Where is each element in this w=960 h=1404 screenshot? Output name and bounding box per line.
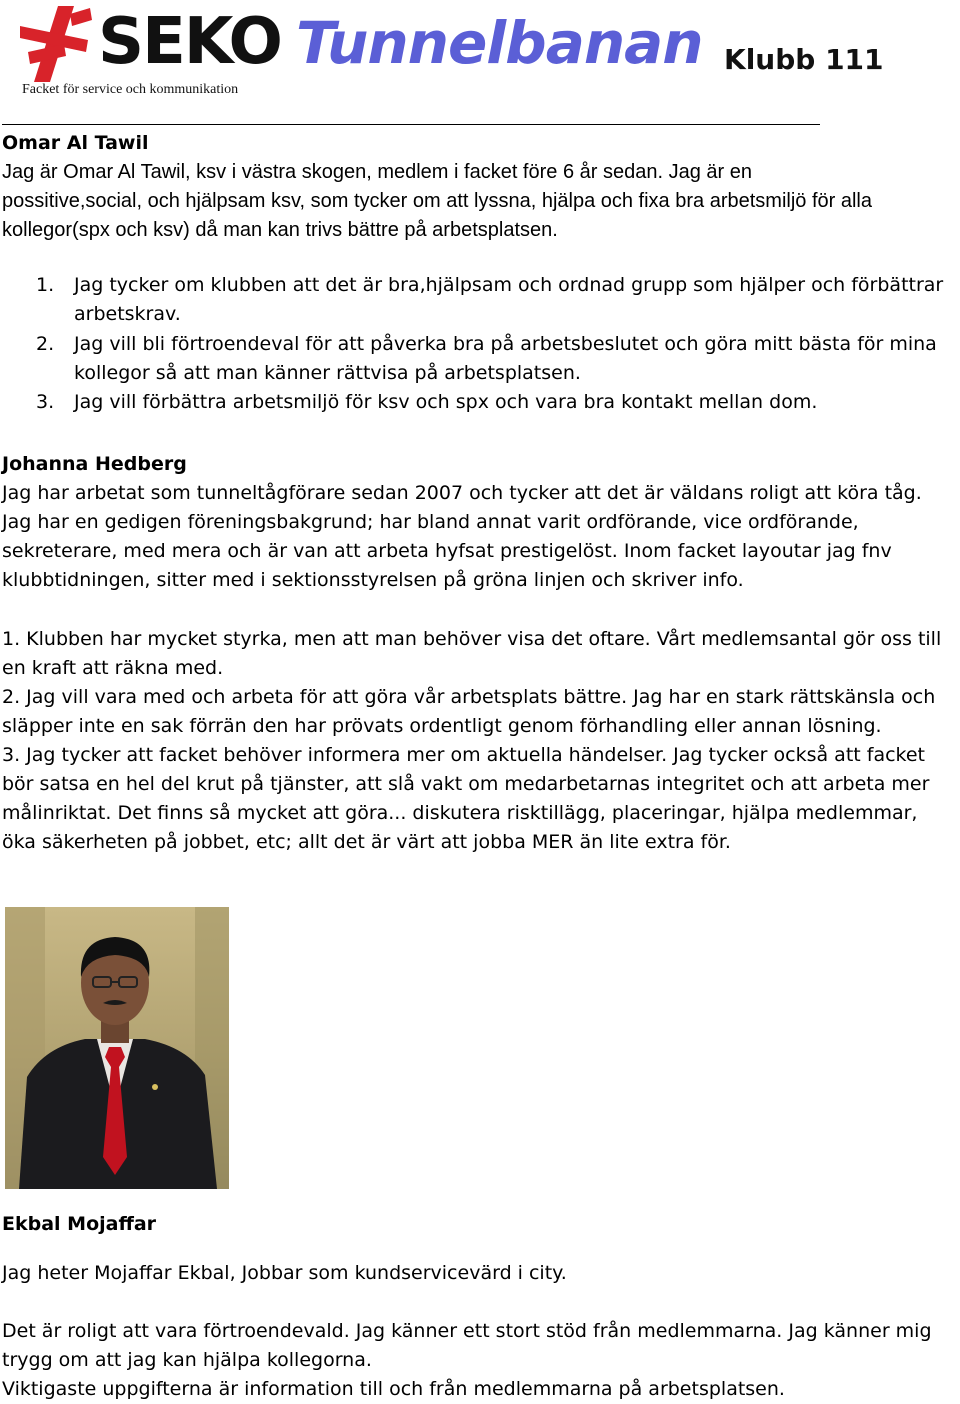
ekbal-intro: Jag heter Mojaffar Ekbal, Jobbar som kundservicevärd i city. xyxy=(2,1262,567,1284)
johanna-answer-line: bör satsa en hel del krut på tjänster, att slå vakt om medarbetarnas integritet och att arbeta mer xyxy=(2,773,930,795)
omar-intro-line: possitive,social, och hjälpsam ksv, som tycker om att lyssna, hjälpa och fixa bra arbetsmiljö för alla xyxy=(2,190,872,212)
johanna-answer-line: målinriktat. Det finns så mycket att göra... diskutera risktillägg, placeringar, hjälpa medlemmar, xyxy=(2,802,918,824)
candidate-name-omar: Omar Al Tawil xyxy=(2,132,149,154)
omar-intro-line: Jag är Omar Al Tawil, ksv i västra skogen, medlem i facket före 6 år sedan. Jag är en xyxy=(2,161,752,183)
candidate-name-ekbal: Ekbal Mojaffar xyxy=(2,1213,157,1235)
logo-word: SEKO xyxy=(98,5,281,79)
johanna-text-line: klubbtidningen, sitter med i sektionsstyrelsen på gröna linjen och skriver info. xyxy=(2,569,744,591)
list-number: 2. xyxy=(36,333,55,355)
johanna-answer-line: en kraft att räkna med. xyxy=(2,657,224,679)
seko-emblem-icon xyxy=(20,4,96,84)
johanna-answer-line: släpper inte en sak förrän den har prövats ordentligt genom förhandling eller annan lösning. xyxy=(2,715,882,737)
ekbal-text-line: trygg om att jag kan hjälpa kollegorna. xyxy=(2,1349,372,1371)
list-text: arbetskrav. xyxy=(74,303,181,325)
johanna-answer-line: 1. Klubben har mycket styrka, men att man behöver visa det oftare. Vårt medlemsantal gör oss till xyxy=(2,628,942,650)
logo-tagline: Facket för service och kommunikation xyxy=(22,82,239,97)
johanna-text-line: Jag har en gedigen föreningsbakgrund; har bland annat varit ordförande, vice ordförande, xyxy=(2,511,859,533)
ekbal-text-line: Viktigaste uppgifterna är information till och från medlemmarna på arbetsplatsen. xyxy=(2,1378,785,1400)
candidate-name-johanna: Johanna Hedberg xyxy=(2,453,187,475)
header-title: Tunnelbanan xyxy=(296,9,703,77)
omar-intro-line: kollegor(spx och ksv) då man kan trivs bättre på arbetsplatsen. xyxy=(2,219,558,241)
johanna-text-line: sekreterare, med mera och är van att arbeta hyfsat prestigelöst. Inom facket layoutar jag fnv xyxy=(2,540,892,562)
header-club: Klubb 111 xyxy=(724,43,884,76)
list-number: 3. xyxy=(36,391,55,413)
list-text: kollegor så att man känner rättvisa på arbetsplatsen. xyxy=(74,362,581,384)
list-text: Jag vill bli förtroendeval för att påverka bra på arbetsbeslutet och göra mitt bästa för mina xyxy=(74,333,937,355)
ekbal-text-line: Det är roligt att vara förtroendevald. Jag känner ett stort stöd från medlemmarna. Jag känner mig xyxy=(2,1320,932,1342)
seko-logo xyxy=(20,4,290,100)
header-divider xyxy=(2,124,820,125)
johanna-answer-line: 2. Jag vill vara med och arbeta för att göra vår arbetsplats bättre. Jag har en stark rättskänsla och xyxy=(2,686,936,708)
list-number: 1. xyxy=(36,274,55,296)
johanna-text-line: Jag har arbetat som tunneltågförare sedan 2007 och tycker att det är väldans roligt att köra tåg. xyxy=(2,482,922,504)
candidate-photo xyxy=(5,907,229,1189)
list-text: Jag tycker om klubben att det är bra,hjälpsam och ordnad grupp som hjälper och förbättrar xyxy=(74,274,944,296)
johanna-answer-line: 3. Jag tycker att facket behöver informera mer om aktuella händelser. Jag tycker också att facket xyxy=(2,744,926,766)
list-text: Jag vill förbättra arbetsmiljö för ksv och spx och vara bra kontakt mellan dom. xyxy=(74,391,818,413)
johanna-answer-line: öka säkerheten på jobbet, etc; allt det är värt att jobba MER än lite extra för. xyxy=(2,831,731,853)
